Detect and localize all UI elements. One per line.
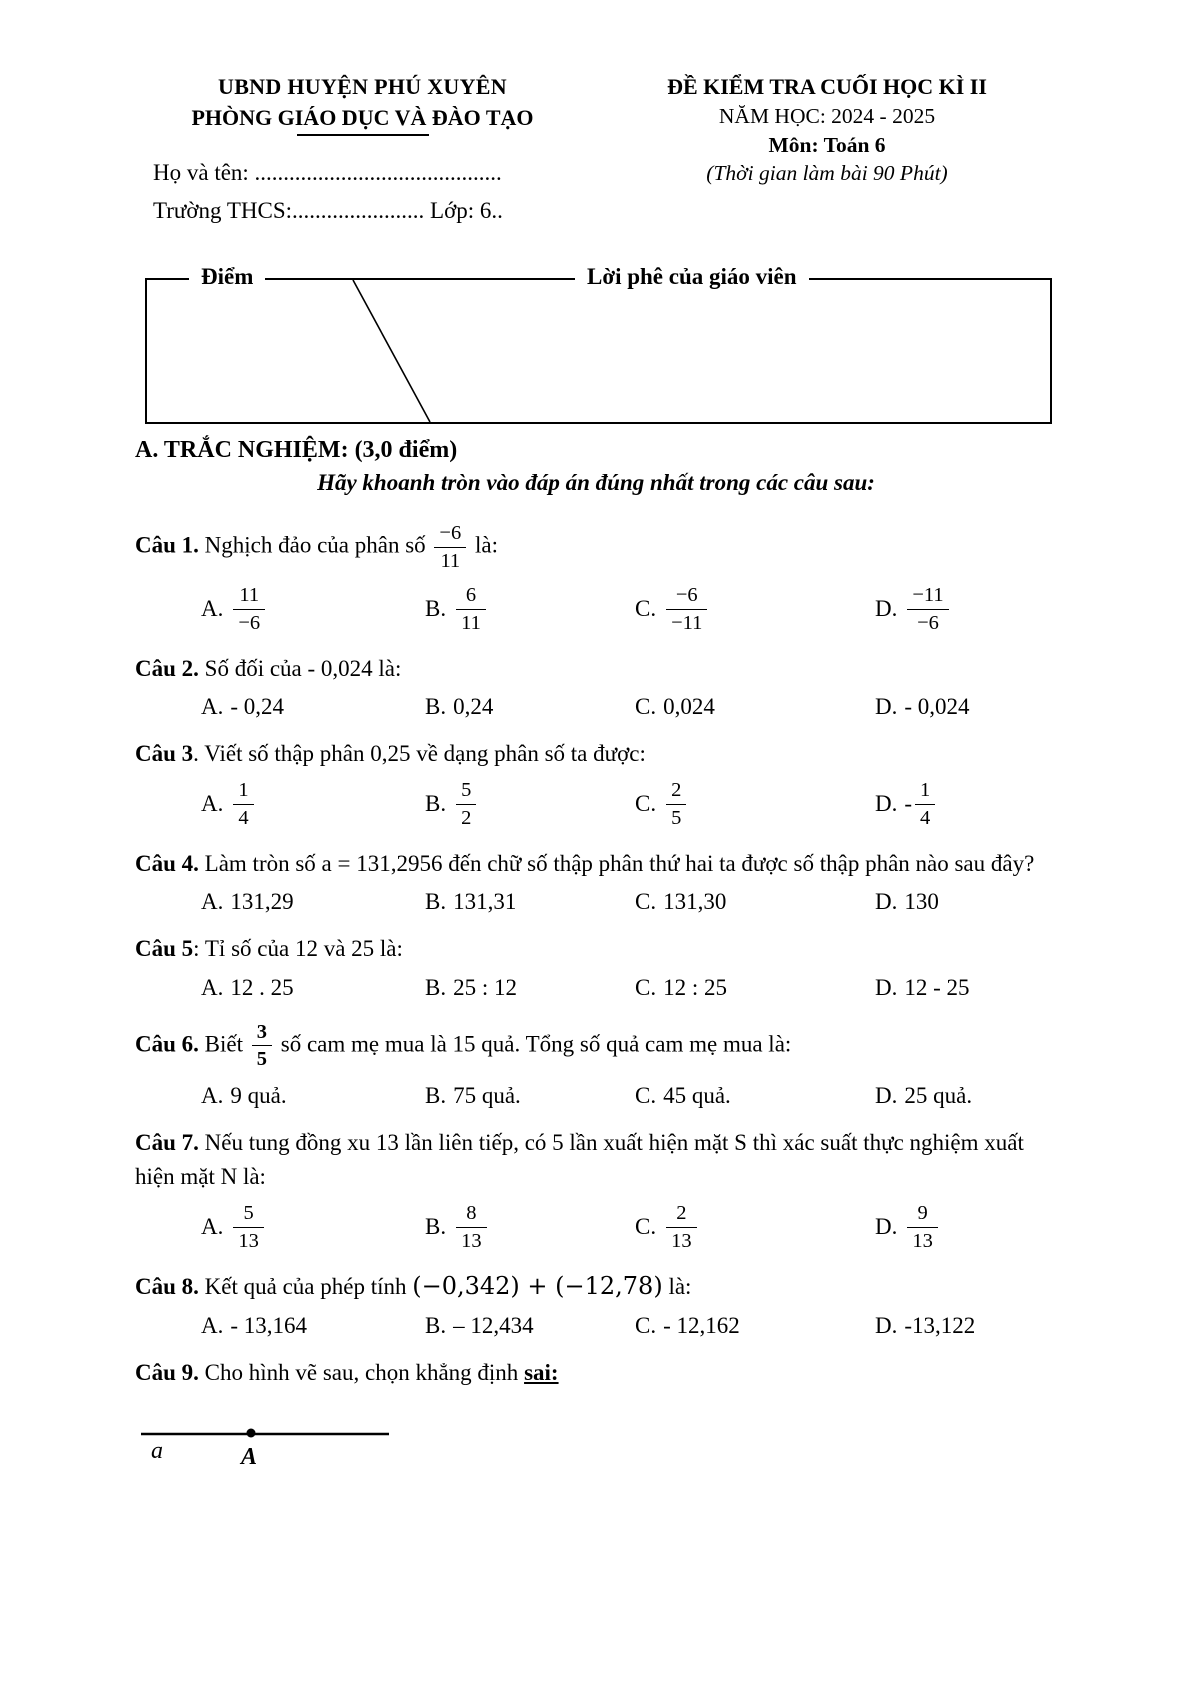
text-run: Câu 8. [135,1274,199,1300]
point-A-label: A [241,1443,258,1468]
issuer-block [135,74,590,224]
fraction [666,1200,697,1254]
text-run: 0,24 [453,693,494,719]
fraction-denominator: −6 [238,611,261,634]
option-letter: C. [635,693,657,719]
answer-option [635,776,875,832]
answer-option [875,1310,1057,1342]
option-letter: C. [635,889,657,915]
option-letter: D. [875,1213,898,1239]
fraction [233,777,253,831]
fraction-denominator: 4 [238,807,249,830]
fraction-denominator: 4 [920,807,931,830]
text-run: sai: [524,1360,559,1386]
text-run: - [904,791,913,817]
fraction-numerator: 5 [456,777,476,805]
question [135,1356,1057,1389]
text-run: Làm tròn số a = 131,2956 đến chữ số thập phân thứ hai ta được số thập phân nào sau đây? [198,850,1035,876]
option-letter: B. [425,974,447,1000]
fraction [456,777,476,831]
option-letter: B. [425,693,447,719]
options-row [135,691,1057,723]
text-run: - 13,164 [230,1313,308,1339]
fraction-denominator: 13 [671,1229,692,1252]
fraction-numerator: −6 [434,520,466,548]
text-run: Câu 4. [135,850,199,876]
diagonal-divider-line [353,280,430,422]
fraction-denominator: 13 [238,1229,259,1252]
fraction-numerator: 9 [907,1200,938,1228]
option-letter: A. [201,974,224,1000]
fraction-numerator: 3 [252,1019,272,1047]
options-row [135,1310,1057,1342]
option-letter: A. [201,889,224,915]
text-run: 131,31 [453,889,517,915]
fraction-denominator: 2 [461,807,472,830]
answer-option [635,886,875,918]
fraction-numerator: 6 [456,582,486,610]
text-run: – 12,434 [453,1313,534,1339]
answer-option [875,776,1057,832]
answer-option [201,886,425,918]
score-comment-box [145,264,1052,424]
answer-option [425,972,635,1004]
answer-option [635,581,875,637]
answer-option [875,886,1057,918]
fraction-numerator: 8 [456,1200,487,1228]
question-text [135,652,1057,685]
exam-title: ĐỀ KIỂM TRA CUỐI HỌC KÌ II [667,74,987,99]
fraction-denominator: 5 [671,807,682,830]
school-class-line: Trường THCS:....................... Lớp: 6.. [153,198,503,223]
options-row [135,776,1057,832]
option-letter: B. [425,791,447,817]
text-run: -13,122 [904,1313,976,1339]
fraction-denominator: 5 [256,1048,267,1071]
text-run: - 0,24 [230,693,285,719]
fraction [907,582,948,636]
fraction [666,582,707,636]
text-run: là: [662,1274,692,1300]
fraction [456,582,486,636]
fraction-numerator: −11 [907,582,948,610]
text-run: 9 quả. [230,1083,287,1109]
answer-option [875,691,1057,723]
issuer-department: PHÒNG GIÁO DỤC VÀ ĐÀO TẠO [191,105,534,130]
answer-option [875,581,1057,637]
answer-option [635,972,875,1004]
document-header [0,74,1191,224]
text-run: 12 . 25 [230,974,294,1000]
option-letter: D. [875,889,898,915]
fraction-denominator: −6 [917,611,939,634]
fraction [915,777,935,831]
answer-option [201,581,425,637]
text-run: 131,29 [230,889,294,915]
figure-svg [137,1410,407,1468]
text-run: 45 quả. [663,1083,731,1109]
section-a-instruction: Hãy khoanh tròn vào đáp án đúng nhất trong các câu sau: [317,470,875,495]
question [135,1126,1057,1255]
answer-option [425,1080,635,1112]
option-letter: D. [875,693,898,719]
fraction-numerator: 5 [233,1200,264,1228]
answer-option [425,1310,635,1342]
options-row [135,581,1057,637]
text-run: 12 : 25 [663,974,727,1000]
student-name-line: Họ và tên: ........................................... [153,160,502,185]
question [135,737,1057,833]
fraction-numerator: 1 [915,777,935,805]
text-run: số cam mẹ mua là 15 quả. Tổng số quả cam mẹ mua là: [275,1031,792,1057]
text-run: Câu 5 [135,936,194,962]
text-run: Câu 9. [135,1360,199,1386]
question-text [135,519,1057,575]
answer-option [201,776,425,832]
answer-option [425,1199,635,1255]
questions-container [135,519,1057,1390]
text-run: Số đối của - 0,024 là: [198,655,402,681]
fraction [434,520,466,574]
text-run: - 0,024 [904,693,970,719]
question [135,519,1057,638]
text-run: Biết [198,1031,249,1057]
answer-option [635,1310,875,1342]
text-run: Câu 6. [135,1031,199,1057]
answer-option [635,691,875,723]
fraction [907,1200,938,1254]
fraction-denominator: 11 [440,549,461,572]
issuer-parent-org: UBND HUYỆN PHÚ XUYÊN [218,74,507,99]
text-run: Nếu tung đồng xu 13 lần liên tiếp, có 5 lần xuất hiện mặt S thì xác suất thực nghiệm xuất hiện mặt N là: [135,1130,1024,1189]
text-run: 130 [904,889,939,915]
question-text [135,737,1057,770]
question [135,932,1057,1004]
answer-option [425,691,635,723]
point-A-dot [247,1428,256,1437]
fraction-numerator: 11 [233,582,265,610]
options-row [135,1080,1057,1112]
options-row [135,972,1057,1004]
option-letter: D. [875,791,898,817]
exam-title-block [612,74,1042,224]
fraction-denominator: 13 [912,1229,933,1252]
option-letter: B. [425,1083,447,1109]
option-letter: A. [201,791,224,817]
exam-subject: Môn: Toán 6 [768,133,886,157]
option-letter: A. [201,1213,224,1239]
fraction-denominator: −11 [671,611,703,634]
geometry-figure [137,1410,1057,1474]
answer-option [201,1199,425,1255]
options-row [135,886,1057,918]
option-letter: C. [635,596,657,622]
fraction-numerator: 1 [233,777,253,805]
fraction [456,1200,487,1254]
answer-option [875,1080,1057,1112]
answer-option [201,1080,425,1112]
options-row [135,1199,1057,1255]
section-a-heading: A. TRẮC NGHIỆM: (3,0 điểm) [135,437,458,463]
text-run: : Tỉ số của 12 và 25 là: [193,936,403,962]
fraction [233,582,265,636]
text-run: Câu 1. [135,532,199,558]
answer-option [425,776,635,832]
text-run: Câu 7. [135,1130,199,1156]
answer-option [875,1199,1057,1255]
exam-year: NĂM HỌC: 2024 - 2025 [718,104,936,128]
answer-option [201,1310,425,1342]
text-run: 75 quả. [453,1083,521,1109]
exam-duration: (Thời gian làm bài 90 Phút) [706,161,948,185]
option-letter: C. [635,974,657,1000]
text-run: - 12,162 [663,1313,740,1339]
option-letter: C. [635,1313,657,1339]
answer-option [425,581,635,637]
main-content [135,437,1057,1474]
fraction-denominator: 13 [461,1229,482,1252]
text-run: 12 - 25 [904,974,970,1000]
text-run: Nghịch đảo của phân số [198,532,432,558]
text-run: Kết quả của phép tính [198,1274,413,1300]
question-text [135,1126,1057,1193]
fraction-numerator: −6 [666,582,707,610]
answer-option [201,691,425,723]
option-letter: C. [635,791,657,817]
option-letter: D. [875,1313,898,1339]
text-run: Cho hình vẽ sau, chọn khẳng định [198,1360,525,1386]
text-run: 25 : 12 [453,974,517,1000]
text-run: 25 quả. [904,1083,973,1109]
fraction-numerator: 2 [666,777,686,805]
box-divider-svg [147,280,1050,422]
answer-option [635,1199,875,1255]
fraction-numerator: 2 [666,1200,697,1228]
fraction [666,777,686,831]
option-letter: D. [875,974,898,1000]
answer-option [425,886,635,918]
option-letter: B. [425,889,447,915]
fraction [252,1019,272,1073]
question-text [135,1018,1057,1074]
option-letter: C. [635,1083,657,1109]
question-text [135,932,1057,965]
answer-option [201,972,425,1004]
answer-option [635,1080,875,1112]
text-run: 131,30 [663,889,727,915]
option-letter: B. [425,596,447,622]
line-a-label: a [151,1437,163,1464]
question-text [135,847,1057,880]
question [135,847,1057,919]
fraction [233,1200,264,1254]
question [135,652,1057,724]
option-letter: C. [635,1213,657,1239]
question-text [135,1269,1057,1304]
question [135,1269,1057,1342]
text-run: là: [469,532,498,558]
option-letter: B. [425,1213,447,1239]
text-run: (−0,342) + (−12,78) [412,1272,663,1301]
option-letter: A. [201,1313,224,1339]
text-run: 0,024 [663,693,715,719]
text-run: Câu 2. [135,655,199,681]
fraction-denominator: 11 [461,611,481,634]
score-label: Điểm [189,264,265,290]
option-letter: A. [201,693,224,719]
question [135,1018,1057,1112]
teacher-comment-label: Lời phê của giáo viên [575,264,809,290]
text-run: . Viết số thập phân 0,25 về dạng phân số ta được: [193,741,646,767]
header-underline-rule [297,134,429,136]
option-letter: D. [875,596,898,622]
question-text [135,1356,1057,1389]
option-letter: D. [875,1083,898,1109]
option-letter: B. [425,1313,447,1339]
answer-option [875,972,1057,1004]
text-run: Câu 3 [135,741,194,767]
option-letter: A. [201,596,224,622]
option-letter: A. [201,1083,224,1109]
